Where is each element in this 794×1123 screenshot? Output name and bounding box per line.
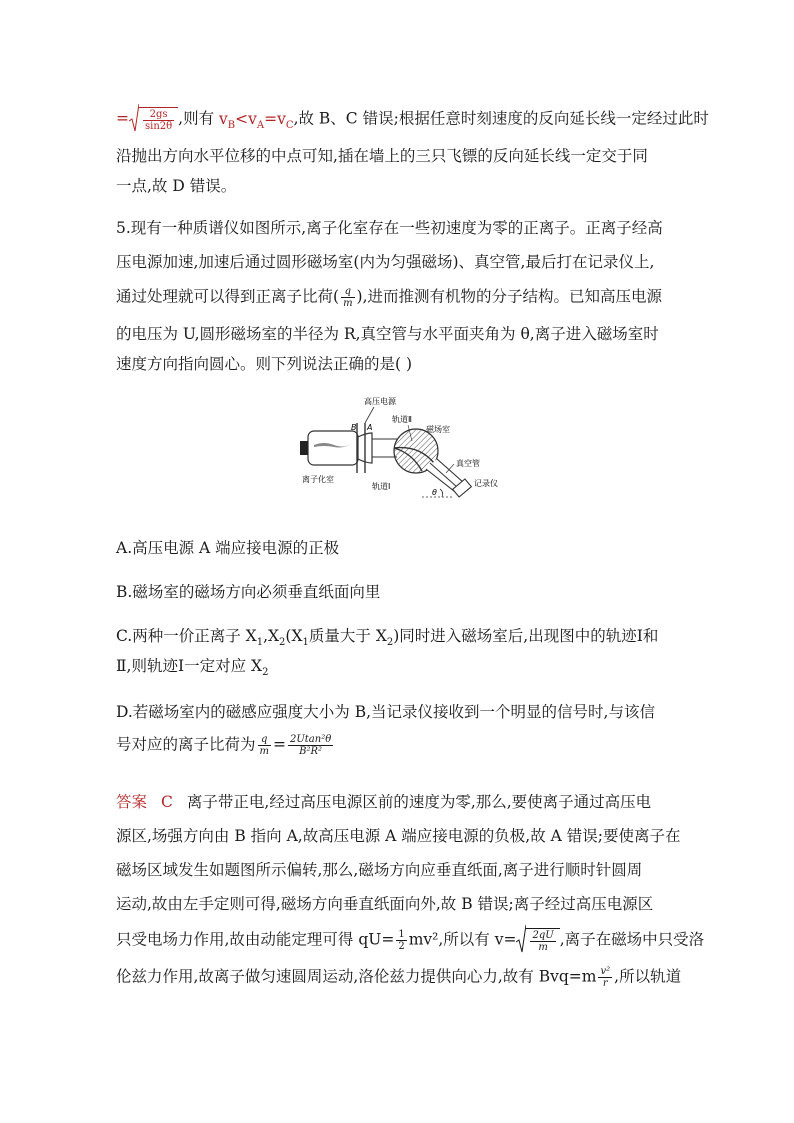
fraction-denominator: r	[602, 978, 608, 989]
answer-line-3: 磁场区域发生如题图所示偏转,那么,磁场方向应垂直纸面,离子进行顺时针圆周	[116, 861, 643, 879]
mass-spectrometer-figure	[294, 393, 514, 518]
question-line-4: 的电压为 U,圆形磁场室的半径为 R,真空管与水平面夹角为 θ,离子进入磁场室时	[116, 325, 659, 343]
text-segment: )同时进入磁场室后,出现图中的轨迹Ⅰ和	[393, 627, 659, 645]
answer-line-1	[116, 792, 651, 812]
text-segment: ,故 B、C 错误;根据任意时刻速度的反向延长线一定经过此时	[293, 109, 709, 128]
prev-answer-line-1	[116, 107, 709, 136]
answer-line-6	[116, 966, 681, 989]
option-d-line-1: D.若磁场室内的磁感应强度大小为 B,当记录仪接收到一个明显的信号时,与该信	[116, 703, 655, 721]
sqrt-expression	[129, 107, 178, 132]
text-segment: ,则有	[178, 109, 220, 128]
label-chamber: 磁场室	[426, 425, 450, 434]
text-segment: 质量大于 X	[308, 627, 387, 645]
sqrt-expression	[516, 928, 559, 953]
question-line-1: 5.现有一种质谱仪如图所示,离子化室存在一些初速度为零的正离子。正离子经高	[116, 219, 663, 237]
option-c-line-2	[116, 656, 268, 683]
answer-line-5	[116, 928, 704, 953]
text-segment: ),进而推测有机物的分子结构。已知高压电源	[356, 287, 663, 306]
answer-line-4: 运动,故由左手定则可得,磁场方向垂直纸面向外,故 B 错误;离子经过高压电源区	[116, 895, 654, 913]
ion-source-block	[300, 441, 308, 455]
option-a: A.高压电源 A 端应接电源的正极	[116, 539, 340, 557]
label-recorder: 记录仪	[474, 479, 498, 488]
fraction-denominator: m	[259, 746, 269, 757]
text-segment: mv²,所以有 v=	[408, 930, 517, 949]
text-segment: ,X	[263, 627, 280, 645]
less-than: <	[235, 109, 249, 128]
label-track-1: 轨道Ⅰ	[372, 482, 391, 491]
label-track-2: 轨道Ⅱ	[392, 415, 412, 424]
fraction-denominator: 2	[398, 941, 405, 952]
text-segment: C.两种一价正离子 X	[116, 627, 257, 645]
label-b: B	[351, 423, 357, 432]
prev-answer-line-2: 沿抛出方向水平位移的中点可知,插在墙上的三只飞镖的反向延长线一定交于同	[116, 147, 648, 165]
label-a: A	[367, 423, 373, 432]
label-ion-room: 离子化室	[302, 475, 334, 484]
subscript: 2	[386, 637, 394, 649]
question-line-3	[116, 286, 662, 309]
label-vacuum: 真空管	[456, 459, 480, 468]
question-line-5: 速度方向指向圆心。则下列说法正确的是( )	[116, 355, 413, 373]
option-d-line-2	[116, 734, 335, 757]
fraction-denominator: sin2θ	[145, 121, 173, 132]
label-theta: θ	[432, 488, 437, 497]
text-segment: 只受电场力作用,故由动能定理可得 qU=	[116, 930, 395, 949]
option-c-line-1	[116, 626, 658, 653]
answer-choice: C	[161, 793, 173, 811]
subscript: 2	[262, 667, 269, 679]
fraction-numerator: 2gs	[143, 109, 174, 121]
text-segment: 通过处理就可以得到正离子比荷(	[116, 287, 340, 306]
prev-answer-line-3: 一点,故 D 错误。	[116, 177, 237, 195]
fraction-numerator: v²	[600, 966, 611, 977]
text-segment: ,所以轨道	[614, 967, 682, 986]
fraction-denominator: m	[343, 298, 353, 309]
subscript: 1	[302, 637, 309, 649]
equals-sign: =	[116, 109, 129, 128]
var-v: v	[219, 109, 228, 128]
equals: =	[264, 109, 278, 128]
fraction-denominator: B²R²	[299, 746, 323, 757]
subscript: A	[256, 119, 265, 131]
answer-line-2: 源区,场强方向由 B 指向 A,故高压电源 A 端应接电源的负极,故 A 错误;要使离子在	[116, 827, 681, 845]
text-segment: 号对应的离子比荷为	[116, 735, 256, 754]
power-lead	[365, 407, 374, 423]
var-v: v	[277, 109, 286, 128]
subscript: B	[227, 119, 236, 131]
fraction-numerator: q	[341, 286, 354, 298]
var-v: v	[248, 109, 257, 128]
fraction-numerator: 2Utan²θ	[290, 734, 332, 745]
option-b: B.磁场室的磁场方向必须垂直纸面向里	[116, 583, 381, 601]
text-segment: 伦兹力作用,故离子做匀速圆周运动,洛伦兹力提供向心力,故有 Bvq=m	[116, 967, 597, 986]
text-segment: ,离子在磁场中只受洛	[559, 930, 705, 949]
subscript: 1	[256, 637, 264, 649]
text-segment: Ⅱ,则轨迹Ⅰ一定对应 X	[116, 657, 263, 675]
fraction-numerator: q	[258, 734, 271, 746]
angle-arc	[440, 489, 443, 497]
fraction-denominator: m	[538, 942, 548, 953]
ionization-chamber	[308, 431, 358, 465]
text-segment: 离子带正电,经过高压电源区前的速度为零,那么,要使离子通过高压电	[186, 793, 652, 811]
fraction-numerator: 1	[398, 929, 405, 940]
label-power: 高压电源	[364, 397, 396, 406]
equals: =	[273, 735, 286, 754]
subscript: C	[285, 119, 294, 131]
text-segment: (X	[285, 627, 303, 645]
question-line-2: 压电源加速,加速后通过圆形磁场室(内为匀强磁场)、真空管,最后打在记录仪上,	[116, 253, 655, 271]
answer-label: 答案	[116, 793, 148, 811]
fraction-numerator: 2qU	[532, 930, 554, 941]
subscript: 2	[279, 637, 286, 649]
